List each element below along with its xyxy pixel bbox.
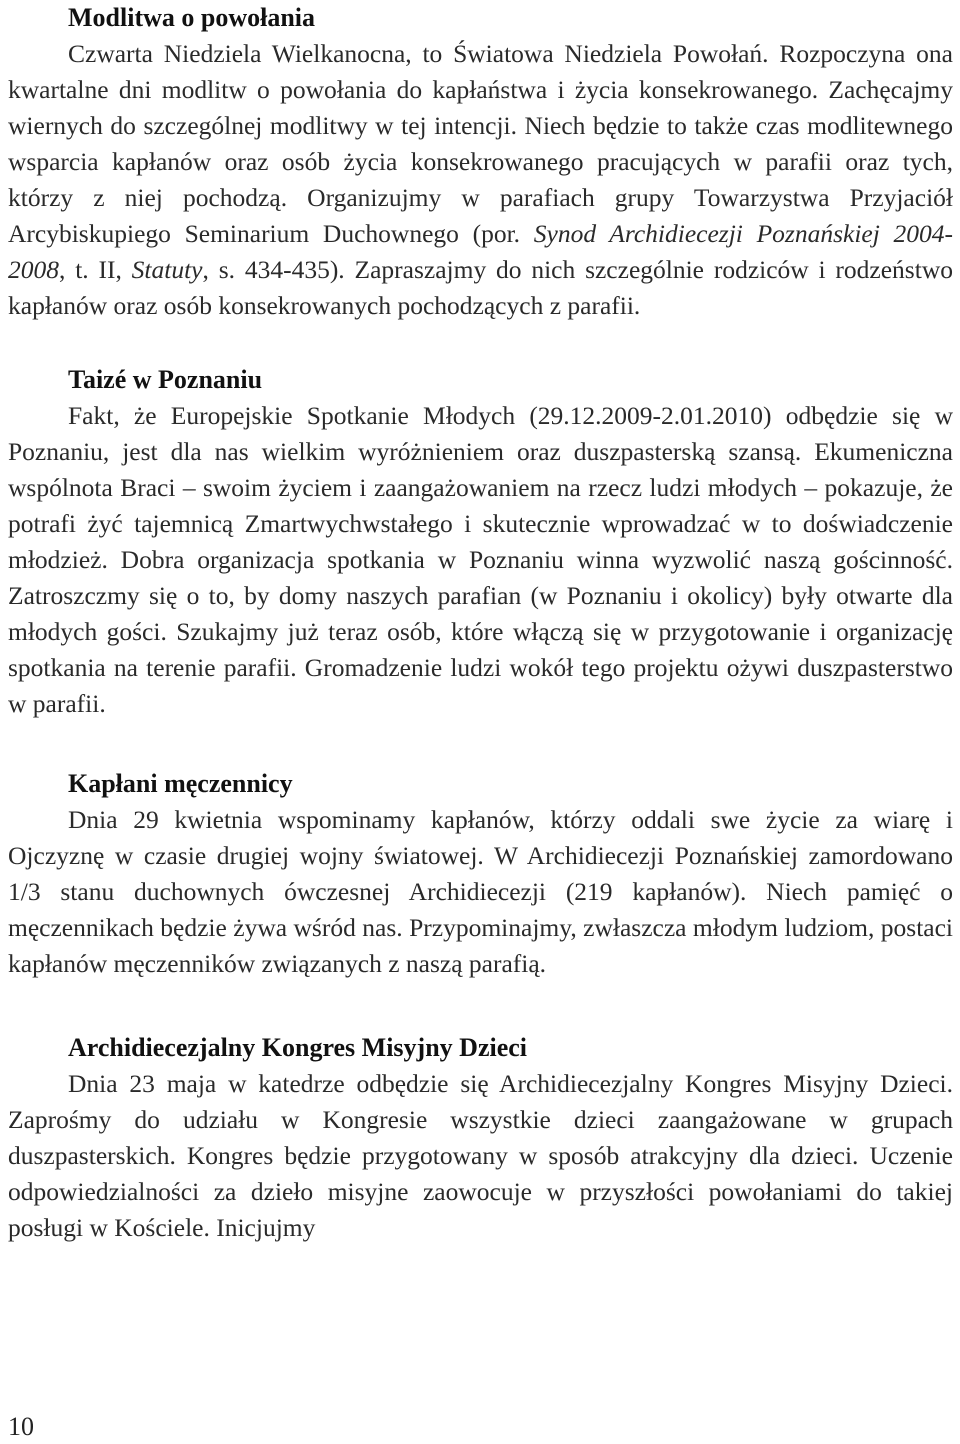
section-kongres (8, 1030, 953, 1246)
document-page (8, 0, 953, 1246)
section-kaplani (8, 766, 953, 982)
section-paragraph: Dnia 29 kwietnia wspominamy kapłanów, którzy oddali swe życie za wiarę i Ojczyznę w czasie drugiej wojny światowej. W Archidiecezji Poznańskiej zamordowano 1/3 stanu duchownych ówczesnej Archidiecezji (219 kapłanów). Niech pamięć o męczennikach będzie żywa wśród nas. Przypominajmy, zwłaszcza młodym ludziom, postaci kapłanów męczenników związanych z naszą parafią. (8, 805, 953, 978)
paragraph-text: , s. 434-435). Zapraszajmy do nich szczególnie rodziców i rodzeństwo kapłanów oraz osób konsekrowanych pochodzących z parafii. (8, 255, 953, 320)
section-heading: Kapłani męczennicy (68, 769, 293, 798)
section-paragraph: Dnia 23 maja w katedrze odbędzie się Archidiecezjalny Kongres Misyjny Dzieci. Zaprośmy do udziału w Kongresie wszystkie dzieci zaangażowane w grupach duszpasterskich. Kongres będzie przygotowany w sposób atrakcyjny dla dzieci. Uczenie odpowiedzialności za dzieło misyjne zaowocuje w przyszłości powołaniami do takiej posługi w Kościele. Inicjujmy (8, 1069, 953, 1242)
section-paragraph (8, 36, 953, 324)
citation-part: Statuty (131, 255, 203, 284)
citation-title: Synod Archidiecezji Poznańskiej 2004-2008 (8, 219, 954, 284)
section-heading: Modlitwa o powołania (68, 3, 316, 32)
paragraph-text: Czwarta Niedziela Wielkanocna, to Światowa Niedziela Powołań. Rozpoczyna ona kwartalne dni modlitw o powołania do kapłaństwa i życia konsekrowanego. Zachęcajmy wiernych do szczególnej modlitwy w tej intencji. Niech będzie to także czas modlitewnego wsparcia kapłanów oraz osób życia konsekrowanego pracujących w parafii oraz tych, którzy z niej pochodzą. Organizujmy w parafiach grupy Towarzystwa Przyjaciół Arcybiskupiego Seminarium Duchownego (por. (8, 39, 953, 248)
section-paragraph: Fakt, że Europejskie Spotkanie Młodych (29.12.2009-2.01.2010) odbędzie się w Poznaniu, jest dla nas wielkim wyróżnieniem oraz duszpasterską szansą. Ekumeniczna wspólnota Braci – swoim życiem i zaangażowaniem na rzecz ludzi młodych – pokazuje, że potrafi żyć tajemnicą Zmartwychwstałego i skutecznie wprowadzać w to doświadczenie młodzież. Dobra organizacja spotkania w Poznaniu winna wyzwolić naszą gościnność. Zatroszczmy się o to, by domy naszych parafian (w Poznaniu i okolicy) były otwarte dla młodych gości. Szukajmy już teraz osób, które włączą się w przygotowanie i organizację spotkania na terenie parafii. Gromadzenie ludzi wokół tego projektu ożywi duszpasterstwo w parafii. (8, 401, 953, 718)
page-number: 10 (8, 1412, 34, 1441)
section-heading: Archidiecezjalny Kongres Misyjny Dzieci (68, 1033, 528, 1062)
section-modlitwa (8, 0, 953, 324)
section-heading: Taizé w Poznaniu (68, 365, 263, 394)
paragraph-text: , t. II, (59, 255, 132, 284)
section-taize (8, 362, 953, 722)
